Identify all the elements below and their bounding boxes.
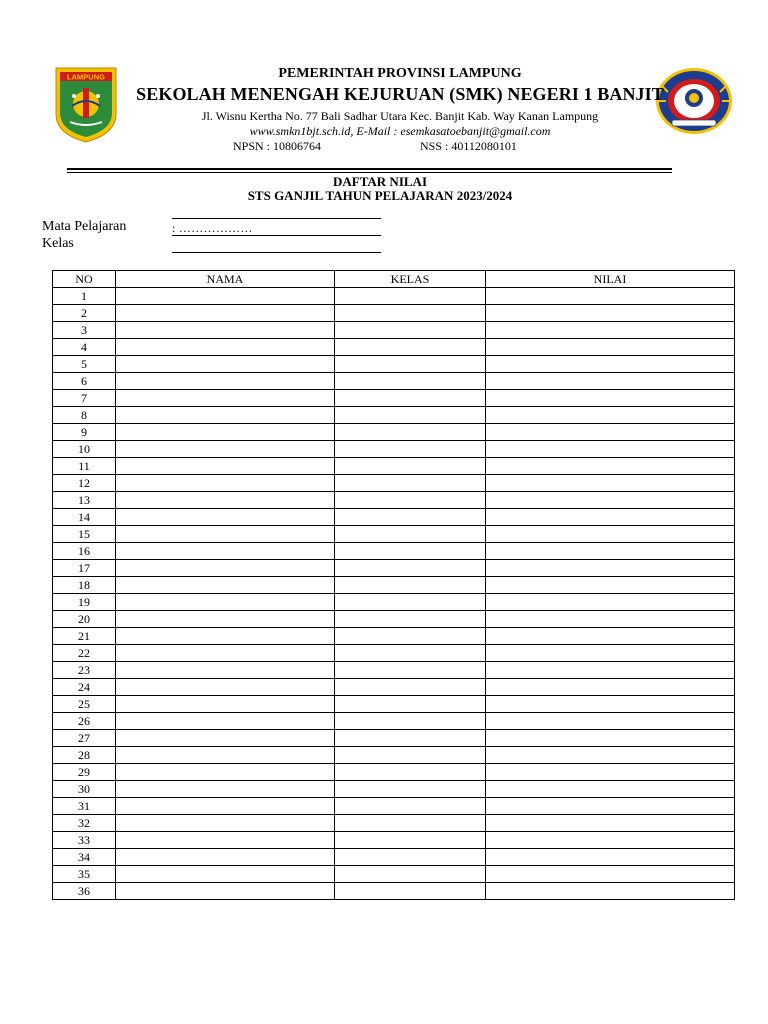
table-row <box>53 594 735 611</box>
name-cell[interactable] <box>116 407 335 424</box>
table-row <box>53 781 735 798</box>
row-number: 11 <box>53 458 116 475</box>
name-cell[interactable] <box>116 747 335 764</box>
header-no: NO <box>53 271 116 288</box>
grade-cell[interactable] <box>486 798 735 815</box>
table-row <box>53 322 735 339</box>
name-cell[interactable] <box>116 373 335 390</box>
row-number: 36 <box>53 883 116 900</box>
name-cell[interactable] <box>116 849 335 866</box>
row-number: 8 <box>53 407 116 424</box>
name-cell[interactable] <box>116 458 335 475</box>
row-number: 16 <box>53 543 116 560</box>
class-cell[interactable] <box>335 713 486 730</box>
grade-cell[interactable] <box>486 679 735 696</box>
table-row <box>53 543 735 560</box>
name-cell[interactable] <box>116 866 335 883</box>
row-number: 34 <box>53 849 116 866</box>
grade-cell[interactable] <box>486 339 735 356</box>
class-cell[interactable] <box>335 543 486 560</box>
grade-cell[interactable] <box>486 781 735 798</box>
name-cell[interactable] <box>116 679 335 696</box>
class-cell[interactable] <box>335 458 486 475</box>
table-row <box>53 509 735 526</box>
row-number: 24 <box>53 679 116 696</box>
row-number: 31 <box>53 798 116 815</box>
lampung-emblem-icon <box>54 66 118 144</box>
table-row <box>53 390 735 407</box>
class-field[interactable] <box>172 252 381 253</box>
table-row <box>53 288 735 305</box>
class-cell[interactable] <box>335 441 486 458</box>
grade-cell[interactable] <box>486 849 735 866</box>
table-row <box>53 815 735 832</box>
grade-cell[interactable] <box>486 322 735 339</box>
grade-cell[interactable] <box>486 492 735 509</box>
class-cell[interactable] <box>335 696 486 713</box>
class-cell[interactable] <box>335 883 486 900</box>
grade-cell[interactable] <box>486 662 735 679</box>
grade-cell[interactable] <box>486 747 735 764</box>
class-cell[interactable] <box>335 662 486 679</box>
table-row <box>53 526 735 543</box>
npsn-text: NPSN : 10806764 <box>233 139 322 153</box>
class-cell[interactable] <box>335 866 486 883</box>
table-row <box>53 458 735 475</box>
name-cell[interactable] <box>116 662 335 679</box>
row-number: 22 <box>53 645 116 662</box>
name-cell[interactable] <box>116 339 335 356</box>
nss-text: NSS : 40112080101 <box>420 139 517 153</box>
name-cell[interactable] <box>116 815 335 832</box>
name-cell[interactable] <box>116 781 335 798</box>
table-row <box>53 492 735 509</box>
grade-cell[interactable] <box>486 730 735 747</box>
row-number: 33 <box>53 832 116 849</box>
row-number: 2 <box>53 305 116 322</box>
row-number: 26 <box>53 713 116 730</box>
class-cell[interactable] <box>335 815 486 832</box>
name-cell[interactable] <box>116 798 335 815</box>
class-cell[interactable] <box>335 764 486 781</box>
table-row <box>53 356 735 373</box>
table-row <box>53 866 735 883</box>
row-number: 13 <box>53 492 116 509</box>
name-cell[interactable] <box>116 526 335 543</box>
name-cell[interactable] <box>116 560 335 577</box>
class-cell[interactable] <box>335 798 486 815</box>
row-number: 14 <box>53 509 116 526</box>
name-cell[interactable] <box>116 441 335 458</box>
class-cell[interactable] <box>335 526 486 543</box>
table-row <box>53 747 735 764</box>
grade-cell[interactable] <box>486 356 735 373</box>
class-cell[interactable] <box>335 305 486 322</box>
row-number: 27 <box>53 730 116 747</box>
row-number: 30 <box>53 781 116 798</box>
grade-cell[interactable] <box>486 373 735 390</box>
field-line-subject <box>172 235 381 236</box>
class-cell[interactable] <box>335 611 486 628</box>
class-cell[interactable] <box>335 781 486 798</box>
row-number: 4 <box>53 339 116 356</box>
field-line-top <box>172 218 381 219</box>
grade-cell[interactable] <box>486 390 735 407</box>
grade-cell[interactable] <box>486 441 735 458</box>
header-nama: NAMA <box>116 271 335 288</box>
class-cell[interactable] <box>335 832 486 849</box>
row-number: 15 <box>53 526 116 543</box>
table-row <box>53 662 735 679</box>
table-row <box>53 713 735 730</box>
table-row <box>53 730 735 747</box>
row-number: 10 <box>53 441 116 458</box>
name-cell[interactable] <box>116 611 335 628</box>
table-row <box>53 424 735 441</box>
grade-cell[interactable] <box>486 696 735 713</box>
row-number: 3 <box>53 322 116 339</box>
name-cell[interactable] <box>116 356 335 373</box>
grade-table <box>52 270 735 900</box>
grade-cell[interactable] <box>486 832 735 849</box>
row-number: 9 <box>53 424 116 441</box>
name-cell[interactable] <box>116 832 335 849</box>
table-row <box>53 339 735 356</box>
document-title: DAFTAR NILAI <box>332 174 427 189</box>
table-row <box>53 798 735 815</box>
name-cell[interactable] <box>116 764 335 781</box>
class-cell[interactable] <box>335 424 486 441</box>
school-name: SEKOLAH MENENGAH KEJURUAN (SMK) NEGERI 1 BANJIT <box>136 84 664 104</box>
class-cell[interactable] <box>335 373 486 390</box>
class-cell[interactable] <box>335 679 486 696</box>
row-number: 6 <box>53 373 116 390</box>
table-header-row <box>53 271 735 288</box>
name-cell[interactable] <box>116 509 335 526</box>
table-row <box>53 305 735 322</box>
emblem-label: LAMPUNG <box>67 72 105 82</box>
name-cell[interactable] <box>116 288 335 305</box>
table-row <box>53 628 735 645</box>
grade-cell[interactable] <box>486 628 735 645</box>
header-divider-thin <box>67 172 672 173</box>
table-row <box>53 407 735 424</box>
row-number: 12 <box>53 475 116 492</box>
row-number: 18 <box>53 577 116 594</box>
grade-cell[interactable] <box>486 577 735 594</box>
name-cell[interactable] <box>116 645 335 662</box>
name-cell[interactable] <box>116 390 335 407</box>
class-cell[interactable] <box>335 356 486 373</box>
name-cell[interactable] <box>116 696 335 713</box>
class-cell[interactable] <box>335 849 486 866</box>
grade-cell[interactable] <box>486 645 735 662</box>
table-row <box>53 475 735 492</box>
row-number: 1 <box>53 288 116 305</box>
class-cell[interactable] <box>335 628 486 645</box>
grade-cell[interactable] <box>486 509 735 526</box>
table-row <box>53 832 735 849</box>
grade-cell[interactable] <box>486 866 735 883</box>
grade-cell[interactable] <box>486 288 735 305</box>
row-number: 17 <box>53 560 116 577</box>
grade-cell[interactable] <box>486 764 735 781</box>
grade-cell[interactable] <box>486 883 735 900</box>
document-subtitle: STS GANJIL TAHUN PELAJARAN 2023/2024 <box>247 188 513 203</box>
table-row <box>53 373 735 390</box>
grade-cell[interactable] <box>486 713 735 730</box>
row-number: 21 <box>53 628 116 645</box>
name-cell[interactable] <box>116 577 335 594</box>
class-cell[interactable] <box>335 730 486 747</box>
row-number: 20 <box>53 611 116 628</box>
name-cell[interactable] <box>116 543 335 560</box>
row-number: 23 <box>53 662 116 679</box>
table-row <box>53 611 735 628</box>
table-row <box>53 764 735 781</box>
class-cell[interactable] <box>335 492 486 509</box>
grade-cell[interactable] <box>486 458 735 475</box>
name-cell[interactable] <box>116 492 335 509</box>
class-cell[interactable] <box>335 475 486 492</box>
table-body <box>53 288 735 900</box>
table-row <box>53 849 735 866</box>
table-row <box>53 645 735 662</box>
name-cell[interactable] <box>116 730 335 747</box>
row-number: 19 <box>53 594 116 611</box>
table-row <box>53 577 735 594</box>
grade-cell[interactable] <box>486 611 735 628</box>
row-number: 32 <box>53 815 116 832</box>
grade-cell[interactable] <box>486 424 735 441</box>
subject-label: Mata Pelajaran <box>42 219 127 234</box>
class-cell[interactable] <box>335 288 486 305</box>
table-row <box>53 560 735 577</box>
school-address: Jl. Wisnu Kertha No. 77 Bali Sadhar Utara Kec. Banjit Kab. Way Kanan Lampung <box>201 109 599 123</box>
name-cell[interactable] <box>116 628 335 645</box>
class-cell[interactable] <box>335 560 486 577</box>
class-label: Kelas <box>42 236 74 251</box>
table-row <box>53 696 735 713</box>
name-cell[interactable] <box>116 713 335 730</box>
school-contact: www.smkn1bjt.sch.id, E-Mail : esemkasatoebanjit@gmail.com <box>249 124 551 138</box>
name-cell[interactable] <box>116 883 335 900</box>
header-kelas: KELAS <box>335 271 486 288</box>
name-cell[interactable] <box>116 424 335 441</box>
grade-cell[interactable] <box>486 543 735 560</box>
row-number: 28 <box>53 747 116 764</box>
name-cell[interactable] <box>116 305 335 322</box>
table-row <box>53 441 735 458</box>
grade-cell[interactable] <box>486 560 735 577</box>
class-cell[interactable] <box>335 577 486 594</box>
row-number: 7 <box>53 390 116 407</box>
row-number: 35 <box>53 866 116 883</box>
name-cell[interactable] <box>116 594 335 611</box>
grade-cell[interactable] <box>486 407 735 424</box>
class-cell[interactable] <box>335 594 486 611</box>
row-number: 29 <box>53 764 116 781</box>
class-cell[interactable] <box>335 407 486 424</box>
class-cell[interactable] <box>335 339 486 356</box>
class-cell[interactable] <box>335 390 486 407</box>
grade-cell[interactable] <box>486 594 735 611</box>
name-cell[interactable] <box>116 475 335 492</box>
class-cell[interactable] <box>335 645 486 662</box>
table-row <box>53 883 735 900</box>
government-name: PEMERINTAH PROVINSI LAMPUNG <box>278 66 522 81</box>
grade-cell[interactable] <box>486 305 735 322</box>
row-number: 5 <box>53 356 116 373</box>
grade-cell[interactable] <box>486 526 735 543</box>
header-divider-thick <box>67 168 672 170</box>
subject-field[interactable]: : ……………… <box>172 221 253 235</box>
class-cell[interactable] <box>335 322 486 339</box>
table-row <box>53 679 735 696</box>
header-nilai: NILAI <box>486 271 735 288</box>
row-number: 25 <box>53 696 116 713</box>
grade-cell[interactable] <box>486 815 735 832</box>
grade-cell[interactable] <box>486 475 735 492</box>
class-cell[interactable] <box>335 509 486 526</box>
name-cell[interactable] <box>116 322 335 339</box>
class-cell[interactable] <box>335 747 486 764</box>
